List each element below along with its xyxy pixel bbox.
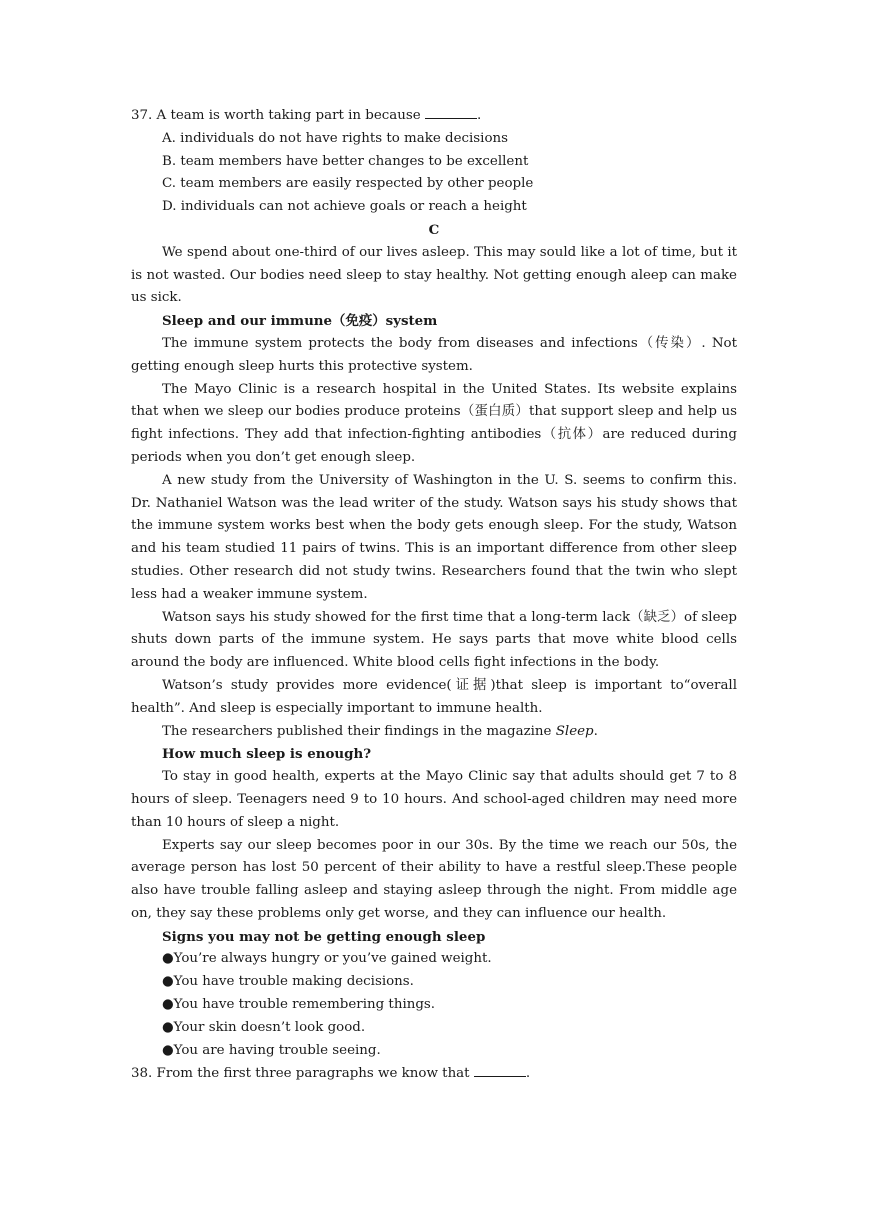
sign-item: ●Your skin doesn’t look good. xyxy=(162,1019,366,1035)
question-37-stem: 37. A team is worth taking part in because xyxy=(131,108,425,123)
paragraph-3: A new study from the University of Washington in the U. S. seems to confirm this. Dr. Nathaniel Watson was the lead writer of the study. Watson says his study shows that the immune system works best when the body gets enough sleep. For the study, Watson and his team studied 11 pairs of twins. This is an important difference from other sleep studies. Other research did not study twins. Researchers found that the twin who slept less had a weaker immune system. xyxy=(131,472,737,602)
sign-item: ●You have trouble making decisions. xyxy=(162,974,414,990)
option-b: B. team members have better changes to be excellent xyxy=(162,153,529,169)
paragraph-4: Watson says his study showed for the first time that a long-term lack（缺乏）of sleep shuts down parts of the immune system. He says parts that move white blood cells around the body are influenced. White blood cells fight infections in the body. xyxy=(131,609,737,671)
paragraph-6: The researchers published their findings in the magazine Sleep. xyxy=(162,723,598,739)
sign-item: ●You’re always hungry or you’ve gained weight. xyxy=(162,951,492,967)
option-d: D. individuals can not achieve goals or reach a height xyxy=(162,199,527,215)
paragraph-1: The immune system protects the body from diseases and infections（传染）. Not getting enough sleep hurts this protective system. xyxy=(131,335,737,374)
sign-item: ●You are having trouble seeing. xyxy=(162,1042,381,1058)
intro-paragraph: We spend about one-third of our lives asleep. This may sould like a lot of time, but it is not wasted. Our bodies need sleep to stay healthy. Not getting enough aleep can make us sick. xyxy=(131,244,737,306)
magazine-title: Sleep xyxy=(555,723,594,739)
answer-blank xyxy=(474,1062,526,1077)
paragraph-7: To stay in good health, experts at the Mayo Clinic say that adults should get 7 to 8 hours of sleep. Teenagers need 9 to 10 hours. And school-aged children may need more than 10 hours of sleep a night. xyxy=(131,769,737,830)
document-page xyxy=(131,104,737,1086)
option-c: C. team members are easily respected by other people xyxy=(162,176,534,192)
question-37: 37. A team is worth taking part in because . xyxy=(131,104,737,128)
paragraph-5: Watson’s study provides more evidence(证据)that sleep is important to“overall health”. And sleep is especially important to immune health. xyxy=(131,677,737,716)
heading-how-much-sleep: How much sleep is enough? xyxy=(162,746,372,763)
paragraph-8: Experts say our sleep becomes poor in our 30s. By the time we reach our 50s, the average person has lost 50 percent of their ability to have a restful sleep.These people also have trouble falling asleep and staying asleep through the night. From middle age on, they say these problems only get worse, and they can influence our health. xyxy=(131,837,737,921)
question-38-stem: 38. From the first three paragraphs we know that xyxy=(131,1066,474,1082)
answer-blank xyxy=(425,104,477,119)
section-letter: C xyxy=(428,221,440,238)
heading-immune-system: Sleep and our immune（免疫）system xyxy=(162,313,438,330)
option-a: A. individuals do not have rights to make decisions xyxy=(162,130,509,146)
sign-item: ●You have trouble remembering things. xyxy=(162,997,436,1013)
question-38: 38. From the first three paragraphs we know that . xyxy=(131,1062,737,1086)
heading-signs: Signs you may not be getting enough sleep xyxy=(162,928,486,945)
paragraph-2: The Mayo Clinic is a research hospital in the United States. Its website explains that when we sleep our bodies produce proteins（蛋白质）that support sleep and help us fight infections. They add that infection-fighting antibodies（抗体）are reduced during periods when you don’t get enough sleep. xyxy=(131,381,737,465)
